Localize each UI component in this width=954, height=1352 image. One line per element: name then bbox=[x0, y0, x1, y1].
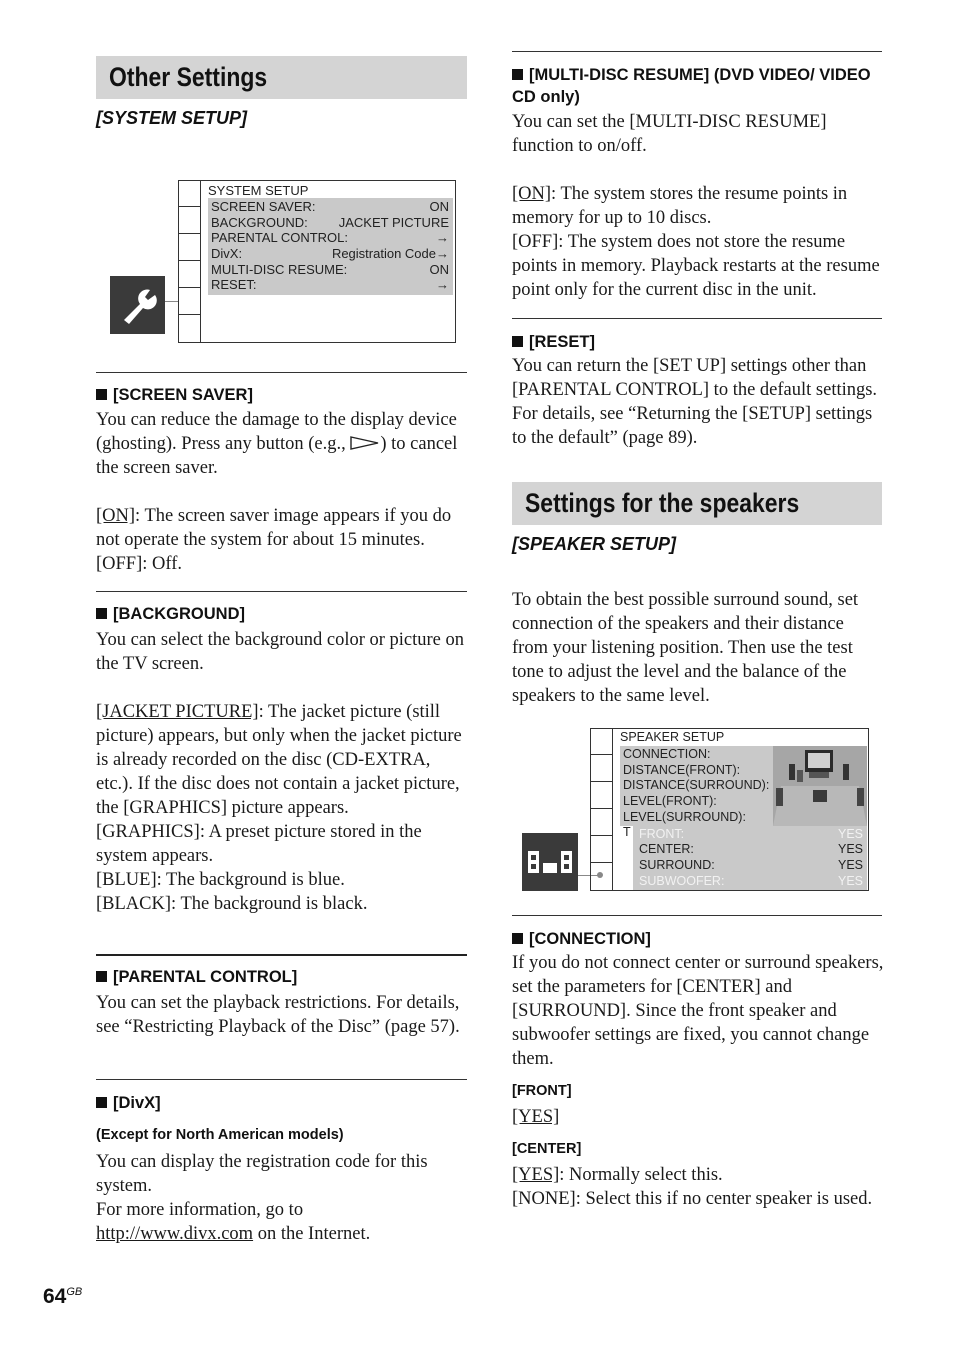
sub-menu bbox=[633, 826, 867, 890]
connection-body: If you do not connect center or surround speakers, set the parameters for [CENTER] and [SURROUND]. Since the front speaker and subwoofer settings are fixed, you cannot change them. bbox=[512, 953, 884, 1069]
divider bbox=[512, 915, 882, 916]
menu-tab bbox=[591, 729, 612, 755]
subheading-speaker-setup: [SPEAKER SETUP] bbox=[512, 534, 677, 554]
menu-tab bbox=[179, 289, 200, 315]
menu-row: MULTI-DISC RESUME: ON bbox=[211, 262, 449, 277]
heading-multi-disc-resume: [MULTI-DISC RESUME] (DVD VIDEO/ VIDEO CD only) bbox=[512, 66, 871, 106]
divider bbox=[96, 591, 467, 592]
sub-menu-row: FRONT: YES bbox=[639, 827, 863, 841]
center-body: [YES]: Normally select this. [NONE]: Select this if no center speaker is used. bbox=[512, 1165, 873, 1209]
menu-tab bbox=[179, 181, 200, 207]
divx-body: You can display the registration code for this system. For more information, go to http://www.divx.com on the Internet. bbox=[96, 1152, 428, 1244]
divx-subheading: (Except for North American models) bbox=[96, 1127, 344, 1143]
reset-body: You can return the [SET UP] settings other than [PARENTAL CONTROL] to the default settings. For details, see “Returning the [SETUP] settings to the default” (page 89). bbox=[512, 356, 878, 448]
divider bbox=[512, 51, 882, 52]
section-title-other-settings bbox=[96, 56, 467, 99]
speaker-setup-menu bbox=[590, 728, 869, 891]
divider bbox=[96, 1079, 467, 1080]
sub-menu-row: SUBWOOFER: YES bbox=[639, 874, 863, 888]
parental-body: You can set the playback restrictions. For details, see “Restricting Playback of the Disc” (page 57). bbox=[96, 993, 460, 1037]
screen-saver-body: You can reduce the damage to the display device (ghosting). Press any button (e.g., ) to cancel the screen saver. [ON]: The screen saver image appears if you do not operate the system for about 15 minutes. [OFF]: Off. bbox=[96, 410, 458, 574]
wrench-icon bbox=[110, 276, 165, 334]
system-setup-menu bbox=[178, 180, 456, 343]
section-title-text: Settings for the speakers bbox=[525, 488, 800, 518]
menu-tab bbox=[179, 262, 200, 288]
sub-menu-row: CENTER: YES bbox=[639, 842, 863, 856]
play-icon bbox=[350, 436, 380, 450]
front-option: [YES] bbox=[512, 1107, 560, 1127]
speaker-icon bbox=[522, 833, 578, 891]
heading-front: [FRONT] bbox=[512, 1083, 572, 1099]
menu-header: SPEAKER SETUP bbox=[620, 730, 725, 744]
menu-row: PARENTAL CONTROL: → bbox=[211, 230, 449, 245]
menu-row: DISTANCE(SURROUND): bbox=[623, 778, 770, 792]
menu-row: CONNECTION: bbox=[623, 747, 711, 761]
heading-background: [BACKGROUND] bbox=[96, 603, 245, 625]
menu-header: SYSTEM SETUP bbox=[208, 183, 309, 198]
section-title-text: Other Settings bbox=[109, 62, 268, 92]
heading-reset: [RESET] bbox=[512, 331, 595, 353]
multi-disc-body: You can set the [MULTI-DISC RESUME] function to on/off. [ON]: The system stores the resume points in memory for up to 10 discs. [OFF]: The system does not store the resume points in memory. Playback restarts at the resume point only for the current disc in the unit. bbox=[512, 112, 880, 300]
menu-row: LEVEL(FRONT): bbox=[623, 794, 717, 808]
menu-row: LEVEL(SURROUND): bbox=[623, 810, 746, 824]
section-title-speakers bbox=[512, 482, 882, 525]
divider bbox=[512, 318, 882, 319]
menu-tab bbox=[591, 864, 612, 890]
menu-body bbox=[208, 198, 453, 295]
heading-screen-saver: [SCREEN SAVER] bbox=[96, 384, 253, 406]
menu-tab bbox=[591, 756, 612, 782]
subheading-system-setup: [SYSTEM SETUP] bbox=[96, 108, 248, 128]
sub-menu-row: SURROUND: YES bbox=[639, 858, 863, 872]
speakers-intro: To obtain the best possible surround sound, set connection of the speakers and their distance from your listening position. Then use the test tone to adjust the level and the balance of the speakers to the same level. bbox=[512, 590, 859, 706]
menu-row: DISTANCE(FRONT): bbox=[623, 763, 741, 777]
heading-connection: [CONNECTION] bbox=[512, 928, 651, 950]
menu-tab bbox=[179, 208, 200, 234]
heading-divx: [DivX] bbox=[96, 1092, 161, 1114]
divx-link[interactable]: http://www.divx.com bbox=[96, 1224, 254, 1244]
menu-row: SCREEN SAVER: ON bbox=[211, 199, 449, 214]
menu-row: BACKGROUND: JACKET PICTURE bbox=[211, 215, 449, 230]
menu-tab bbox=[179, 235, 200, 261]
page-number: $64^{GB}$ bbox=[43, 1285, 83, 1308]
menu-tab bbox=[591, 837, 612, 863]
background-body: You can select the background color or picture on the TV screen. [JACKET PICTURE]: The jacket picture (still picture) appears, but only when the jacket picture is already recorded on the disc (CD-EXTRA, etc.). If the disc does not contain a jacket picture, the [GRAPHICS] picture appears. [GRAPHICS]: A preset picture stored in the system appears. [BLUE]: The background is blue. [BLACK]: The background is black. bbox=[96, 630, 465, 914]
menu-tab bbox=[591, 810, 612, 836]
divider bbox=[96, 372, 467, 373]
menu-tab bbox=[591, 783, 612, 809]
divider bbox=[96, 954, 467, 956]
heading-center: [CENTER] bbox=[512, 1141, 582, 1157]
menu-row: RESET: → bbox=[211, 277, 449, 292]
heading-parental-control: [PARENTAL CONTROL] bbox=[96, 966, 297, 988]
menu-tab bbox=[179, 316, 200, 342]
menu-row-overlapped: T bbox=[623, 825, 631, 839]
menu-row: DivX: Registration Code→ bbox=[211, 246, 449, 261]
page-suffix: GB bbox=[66, 1286, 83, 1298]
speaker-layout-image bbox=[773, 746, 867, 826]
